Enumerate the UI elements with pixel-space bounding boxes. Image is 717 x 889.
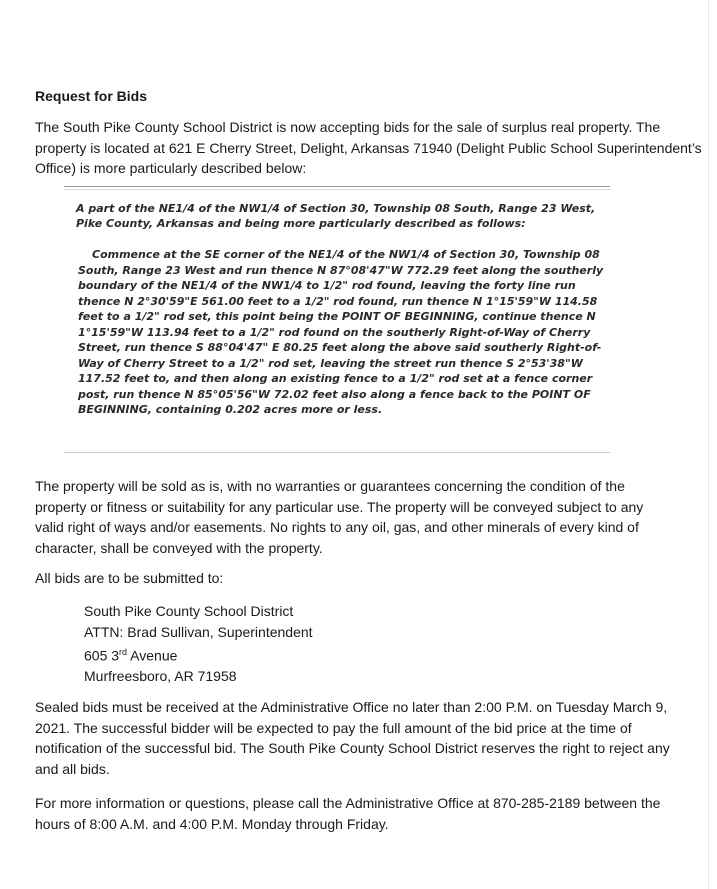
page-title: Request for Bids [35, 88, 148, 104]
legal-description-body: Commence at the SE corner of the NE1/4 of the NW1/4 of Section 30, Township 08 South, Range 23 West and run thence N 87°08'47"W 772.29 feet along the southerly boundary of the NE1/4 of the NW1/4 to 1/2" rod found, leaving the forty line run thence N 2°30'59"E 561.00 feet to a 1/2" rod found, run thence N 1°15'59"W 114.58 feet to a 1/2" rod set, this point being the POINT OF BEGINNING, continue thence N 1°15'59"W 113.94 feet to a 1/2" rod found on the southerly Right-of-Way of Cherry Street, run thence S 88°04'47" E 80.25 feet along the above said southerly Right-of-Way of Cherry Street to a 1/2" rod set, leaving the street run thence S 2°53'38"W 117.52 feet to, and then along an existing fence to a 1/2" rod set at a fence corner post, run thence N 85°05'56"W 72.02 feet also along a fence back to the POINT OF BEGINNING, containing 0.202 acres more or less. [78, 248, 604, 416]
address-street-name: Avenue [127, 647, 178, 664]
legal-description-box [64, 186, 610, 453]
intro-paragraph: The South Pike County School District is now accepting bids for the sale of surplus real property. The property is located at 621 E Cherry Street, Delight, Arkansas 71940 (Delight Public School Superintendent’s Office) is more particularly described below: [35, 119, 702, 176]
sealed-bids-paragraph: Sealed bids must be received at the Administrative Office no later than 2:00 P.M. on Tuesday March 9, 2021. The successful bidder will be expected to pay the full amount of the bid price at the time of notification of the successful bid. The South Pike County School District reserves the right to reject any and all bids. [35, 699, 670, 777]
submit-intro: All bids are to be submitted to: [35, 570, 224, 586]
address-street-number: 605 3 [84, 647, 120, 664]
as-is-paragraph: The property will be sold as is, with no warranties or guarantees concerning the condition of the property or fitness or suitability for any particular use. The property will be conveyed subject to any valid right of ways and/or easements. No rights to any oil, gas, and other minerals of every kind of character, shall be conveyed with the property. [35, 478, 644, 556]
legal-description-header: A part of the NE1/4 of the NW1/4 of Section 30, Township 08 South, Range 23 West, Pike County, Arkansas and being more particularly described as follows: [76, 202, 596, 230]
address-line-4: Murfreesboro, AR 71958 [84, 668, 237, 685]
address-line-1: South Pike County School District [84, 603, 294, 619]
mailing-address [84, 601, 313, 687]
address-ordinal-suffix: rd [119, 647, 128, 657]
contact-paragraph: For more information or questions, please call the Administrative Office at 870-285-2189 between the hours of 8:00 A.M. and 4:00 P.M. Monday through Friday. [35, 795, 661, 832]
address-line-3 [84, 642, 313, 666]
address-line-2: ATTN: Brad Sullivan, Superintendent [84, 623, 313, 640]
